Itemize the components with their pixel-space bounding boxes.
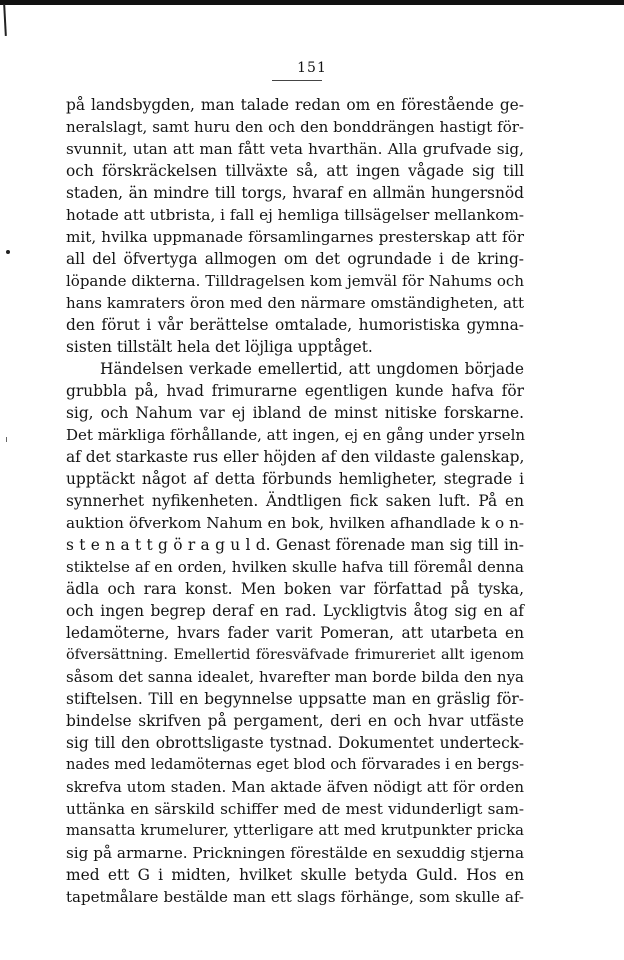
text-line: mansatta krumelurer, ytterligare att med krutpunkter pricka: [66, 822, 524, 839]
text-line: hotade att utbrista, i fall ej hemliga tillsägelser mellankom-: [66, 206, 524, 224]
scan-corner-mark: [3, 4, 7, 36]
text-line: med ett G i midten, hvilket skulle betyda Guld. Hos en: [66, 866, 524, 884]
text-line: och förskräckelsen tillväxte så, att ingen vågade sig till: [66, 162, 524, 180]
text-line: sig till den obrottsligaste tystnad. Dokumentet underteck-: [66, 734, 524, 752]
text-line: öfversättning. Emellertid föresväfvade frimureriet allt igenom: [66, 647, 524, 663]
text-line: uttänka en särskild schiffer med de mest vidunderligt sam-: [66, 800, 524, 818]
text-line: all del öfvertyga allmogen om det ogrundade i de kring-: [66, 250, 524, 268]
text-line: skrefva utom staden. Man aktade äfven nödigt att för orden: [66, 778, 524, 796]
text-line: neralslagt, samt huru den och den bonddrängen hastigt för-: [66, 118, 524, 136]
text-line: nades med ledamöternas eget blod och förvarades i en bergs-: [66, 756, 524, 773]
text-line: ädla och rara konst. Men boken var författad på tyska,: [66, 580, 524, 598]
text-line: ledamöterne, hvars fader varit Pomeran, att utarbeta en: [66, 624, 524, 642]
margin-tick: [6, 437, 7, 442]
page-number-rule: [272, 80, 322, 81]
text-line: den förut i vår berättelse omtalade, humoristiska gymna-: [66, 316, 524, 334]
text-line: löpande dikterna. Tilldragelsen kom jemväl för Nahums och: [66, 272, 524, 290]
text-line: sisten tillstält hela det löjliga upptåget.: [66, 338, 373, 356]
text-line: Det märkliga förhållande, att ingen, ej en gång under yrseln: [66, 426, 526, 444]
text-line: såsom det sanna idealet, hvarefter man borde bilda den nya: [66, 668, 524, 686]
text-line: staden, än mindre till torgs, hvaraf en allmän hungersnöd: [66, 184, 524, 202]
margin-speck: [6, 250, 10, 254]
text-line: hans kamraters öron med den närmare omständigheten, att: [66, 294, 524, 312]
text-line: auktion öfverkom Nahum en bok, hvilken afhandlade k o n-: [66, 514, 524, 532]
text-line: sig, och Nahum var ej ibland de minst nitiske forskarne.: [66, 404, 524, 422]
body-text: [66, 94, 524, 908]
text-line: af det starkaste rus eller höjden af den vildaste galenskap,: [66, 448, 525, 466]
text-line: svunnit, utan att man fått veta hvarthän. Alla grufvade sig,: [66, 140, 524, 158]
text-line: mit, hvilka uppmanade församlingarnes presterskap att för: [66, 228, 524, 246]
text-line: Händelsen verkade emellertid, att ungdomen började: [100, 360, 524, 378]
text-line: upptäckt något af detta förbunds hemligheter, stegrade i: [66, 470, 524, 488]
text-line: stiftelsen. Till en begynnelse uppsatte man en gräslig för-: [66, 690, 524, 708]
text-line: tapetmålare bestälde man ett slags förhänge, som skulle af-: [66, 888, 524, 906]
text-line: stiktelse af en orden, hvilken skulle hafva till föremål denna: [66, 558, 524, 576]
text-line: bindelse skrifven på pergament, deri en och hvar utfäste: [66, 712, 524, 730]
text-line: och ingen begrep deraf en rad. Lyckligtvis åtog sig en af: [66, 602, 524, 620]
text-line: grubbla på, hvad frimurarne egentligen kunde hafva för: [66, 382, 524, 400]
scan-top-edge: [0, 0, 624, 5]
text-line: synnerhet nyfikenheten. Ändtligen fick saken luft. På en: [66, 492, 524, 510]
text-line: s t e n a t t g ö r a g u l d. Genast förenade man sig till in-: [66, 536, 524, 554]
text-line: på landsbygden, man talade redan om en förestående ge-: [66, 96, 524, 114]
text-line: sig på armarne. Prickningen förestälde en sexuddig stjerna: [66, 844, 524, 862]
page-number: 151: [297, 60, 327, 76]
